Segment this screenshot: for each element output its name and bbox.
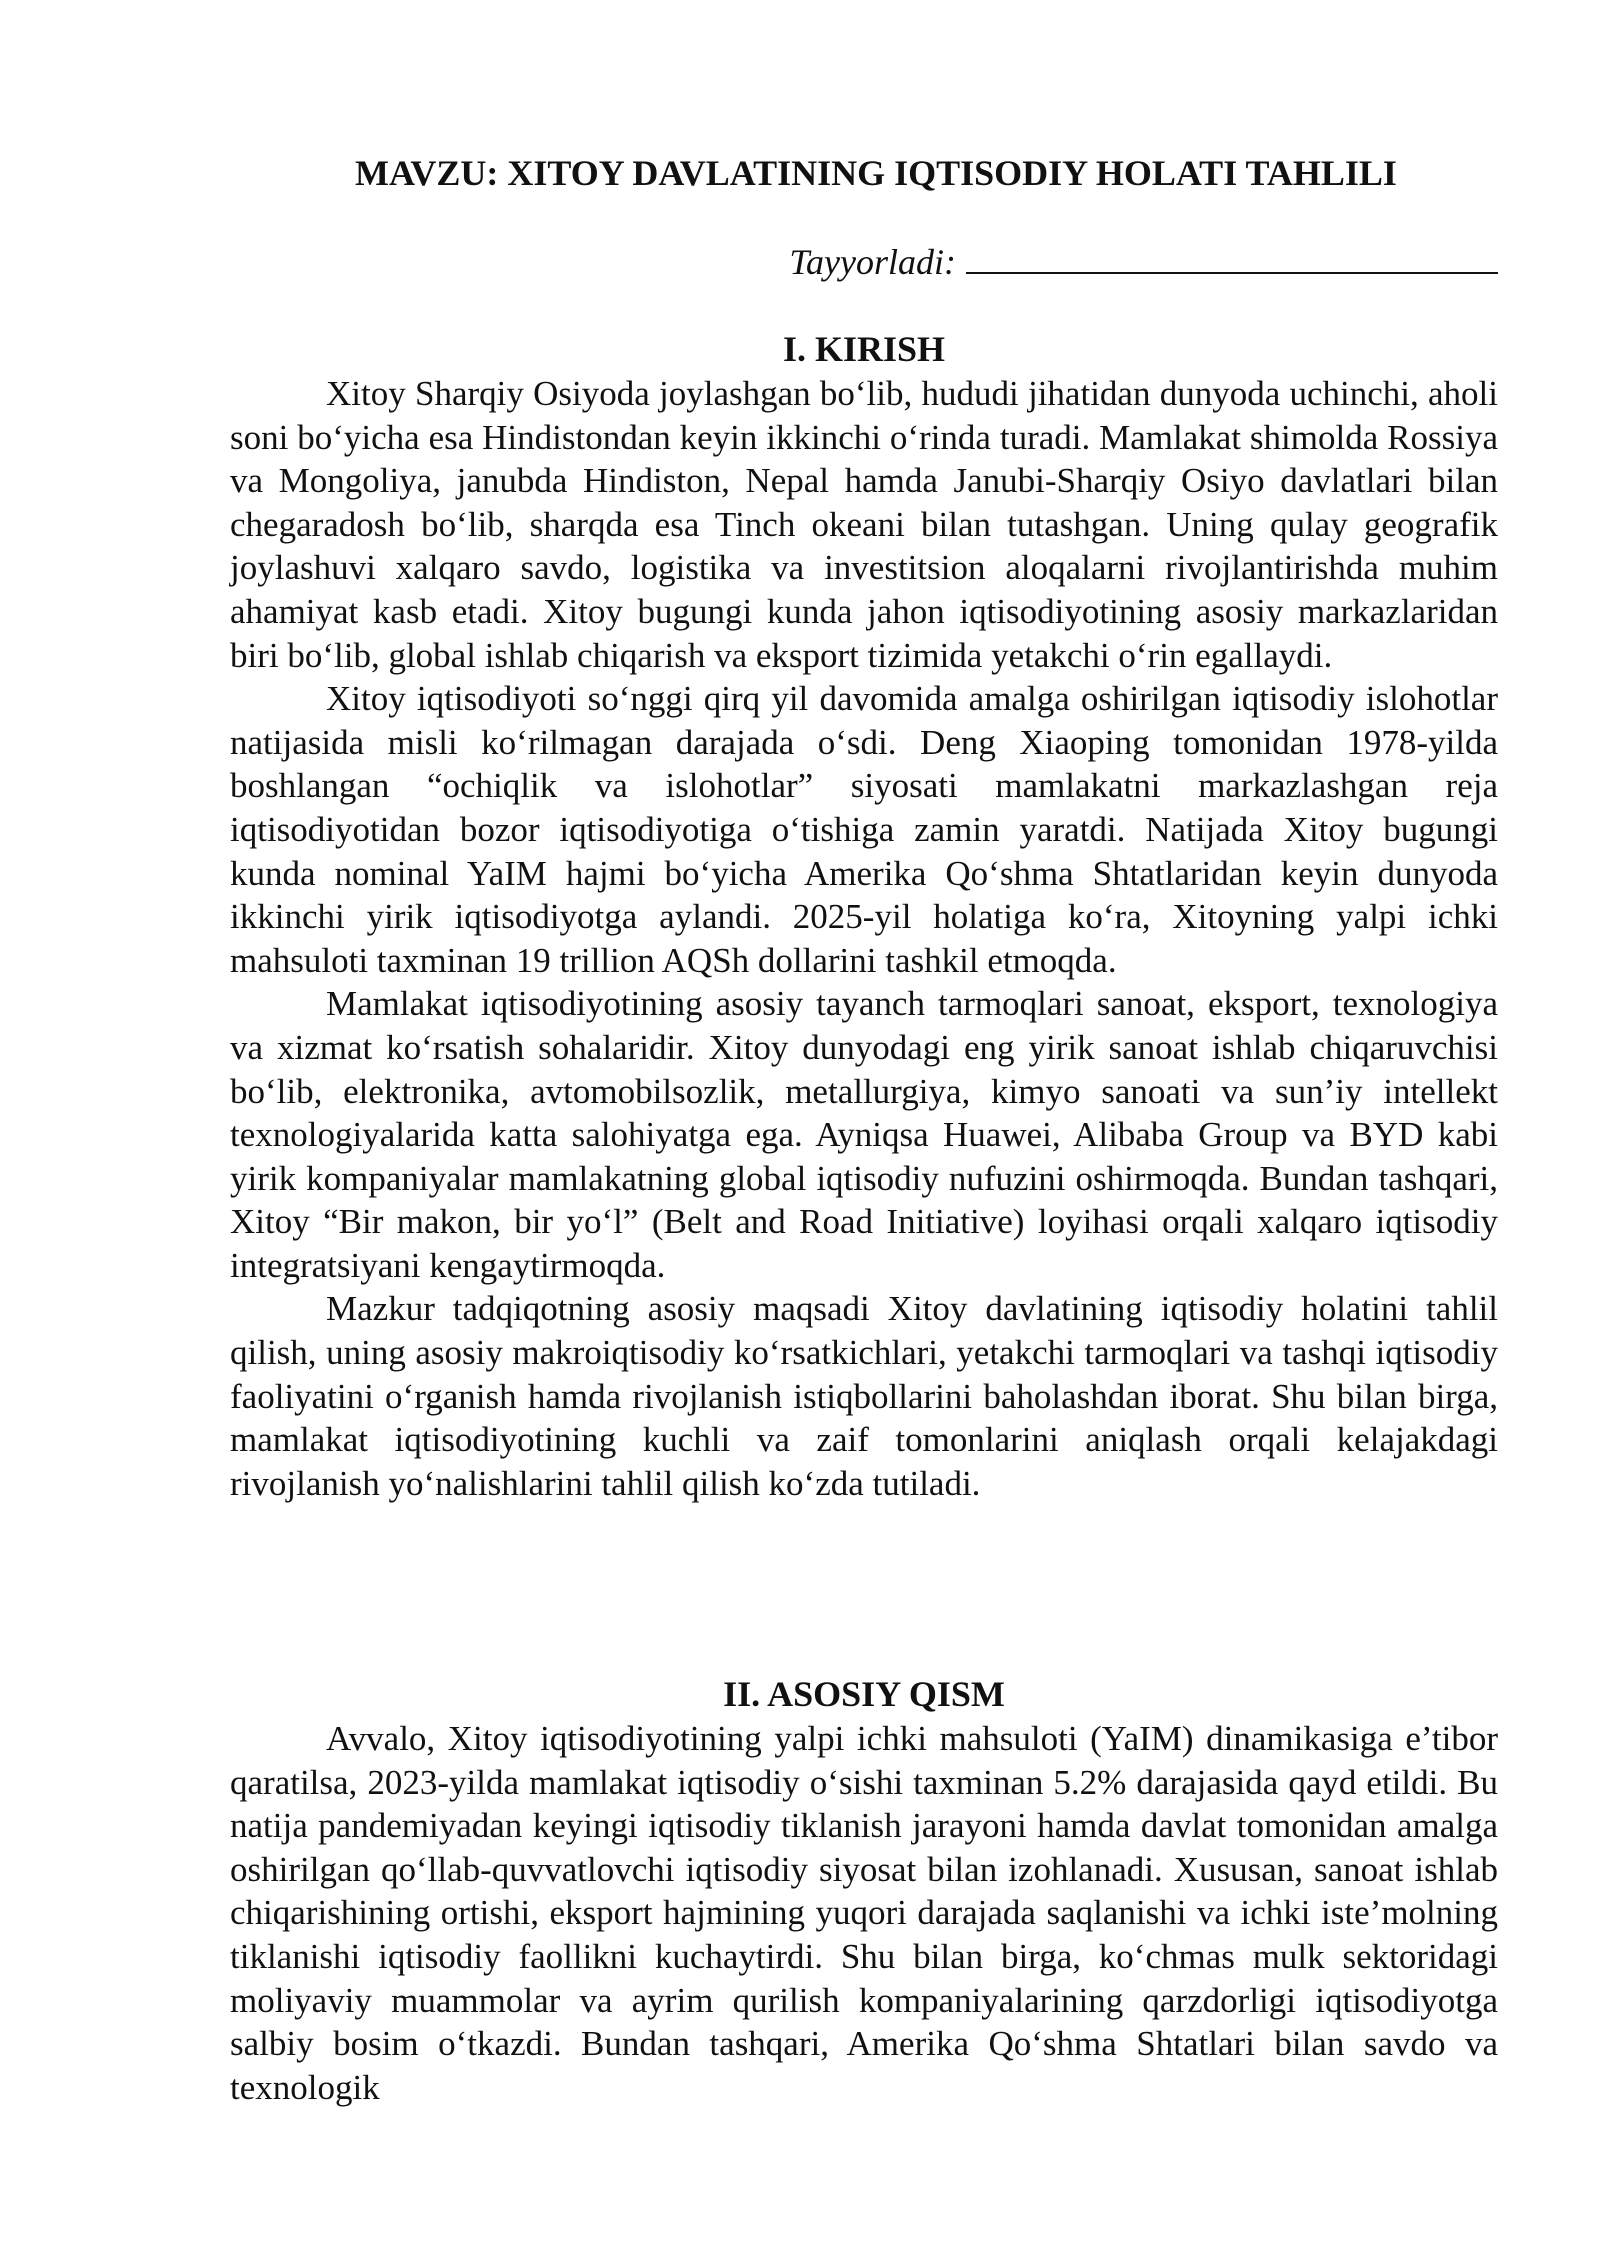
paragraph: Mazkur tadqiqotning asosiy maqsadi Xitoy davlatining iqtisodiy holatini tahlil qilish, uning asosiy makroiqtisodiy koʻrsatkichlari, yetakchi tarmoqlari va tashqi iqtisodiy faoliyatini oʻrganish hamda rivojlanish istiqbollarini baholashdan iborat. Shu bilan birga, mamlakat iqtisodiyotining kuchli va zaif tomonlarini aniqlash orqali kelajakdagi rivojlanish yoʻnalishlarini tahlil qilish koʻzda tutiladi.	[230, 1289, 1498, 1503]
section-heading-main-part: II. ASOSIY QISM	[723, 1674, 1005, 1714]
paragraph: Xitoy iqtisodiyoti soʻnggi qirq yil davomida amalga oshirilgan iqtisodiy islohotlar natijasida misli koʻrilmagan darajada oʻsdi. Deng Xiaoping tomonidan 1978-yilda boshlangan “ochiqlik va islohotlar” siyosati mamlakatni markazlashgan reja iqtisodiyotidan bozor iqtisodiyotiga oʻtishiga zamin yaratdi. Natijada Xitoy bugungi kunda nominal YaIM hajmi boʻyicha Amerika Qoʻshma Shtatlaridan keyin dunyoda ikkinchi yirik iqtisodiyotga aylandi. 2025-yil holatiga koʻra, Xitoyning yalpi ichki mahsuloti taxminan 19 trillion AQSh dollarini tashkil etmoqda.	[230, 679, 1498, 980]
prepared-by-label: Tayyorladi:	[789, 242, 956, 282]
paragraph: Avvalo, Xitoy iqtisodiyotining yalpi ichki mahsuloti (YaIM) dinamikasiga e’tibor qaratilsa, 2023-yilda mamlakat iqtisodiy oʻsishi taxminan 5.2% darajasida qayd etildi. Bu natija pandemiyadan keyingi iqtisodiy tiklanish jarayoni hamda davlat tomonidan amalga oshirilgan qoʻllab-quvvatlovchi iqtisodiy siyosat bilan izohlanadi. Xususan, sanoat ishlab chiqarishining ortishi, eksport hajmining yuqori darajada saqlanishi va ichki iste’molning tiklanishi iqtisodiy faollikni kuchaytirdi. Shu bilan birga, koʻchmas mulk sektoridagi moliyaviy muammolar va ayrim qurilish kompaniyalarining qarzdorligi iqtisodiyotga salbiy bosim oʻtkazdi. Bundan tashqari, Amerika Qoʻshma Shtatlari bilan savdo va texnologik	[230, 1719, 1498, 2107]
document-title: MAVZU: XITOY DAVLATINING IQTISODIY HOLATI TAHLILI	[355, 153, 1397, 193]
prepared-by-line	[230, 238, 1498, 285]
prepared-by-blank-line	[966, 238, 1498, 274]
section-body-main-part	[230, 1717, 1498, 2109]
paragraph: Mamlakat iqtisodiyotining asosiy tayanch tarmoqlari sanoat, eksport, texnologiya va xizmat koʻrsatish sohalaridir. Xitoy dunyodagi eng yirik sanoat ishlab chiqaruvchisi boʻlib, elektronika, avtomobilsozlik, metallurgiya, kimyo sanoati va sun’iy intellekt texnologiyalarida katta salohiyatga ega. Ayniqsa Huawei, Alibaba Group va BYD kabi yirik kompaniyalar mamlakatning global iqtisodiy nufuzini oshirmoqda. Bundan tashqari, Xitoy “Bir makon, bir yoʻl” (Belt and Road Initiative) loyihasi orqali xalqaro iqtisodiy integratsiyani kengaytirmoqda.	[230, 984, 1498, 1285]
section-heading-introduction: I. KIRISH	[782, 329, 946, 369]
section-body-introduction	[230, 372, 1498, 1505]
paragraph: Xitoy Sharqiy Osiyoda joylashgan boʻlib, hududi jihatidan dunyoda uchinchi, aholi soni boʻyicha esa Hindistondan keyin ikkinchi oʻrinda turadi. Mamlakat shimolda Rossiya va Mongoliya, janubda Hindiston, Nepal hamda Janubi-Sharqiy Osiyo davlatlari bilan chegaradosh boʻlib, sharqda esa Tinch okeani bilan tutashgan. Uning qulay geografik joylashuvi xalqaro savdo, logistika va investitsion aloqalarni rivojlantirishda muhim ahamiyat kasb etadi. Xitoy bugungi kunda jahon iqtisodiyotining asosiy markazlaridan biri boʻlib, global ishlab chiqarish va eksport tizimida yetakchi oʻrin egallaydi.	[230, 374, 1498, 675]
